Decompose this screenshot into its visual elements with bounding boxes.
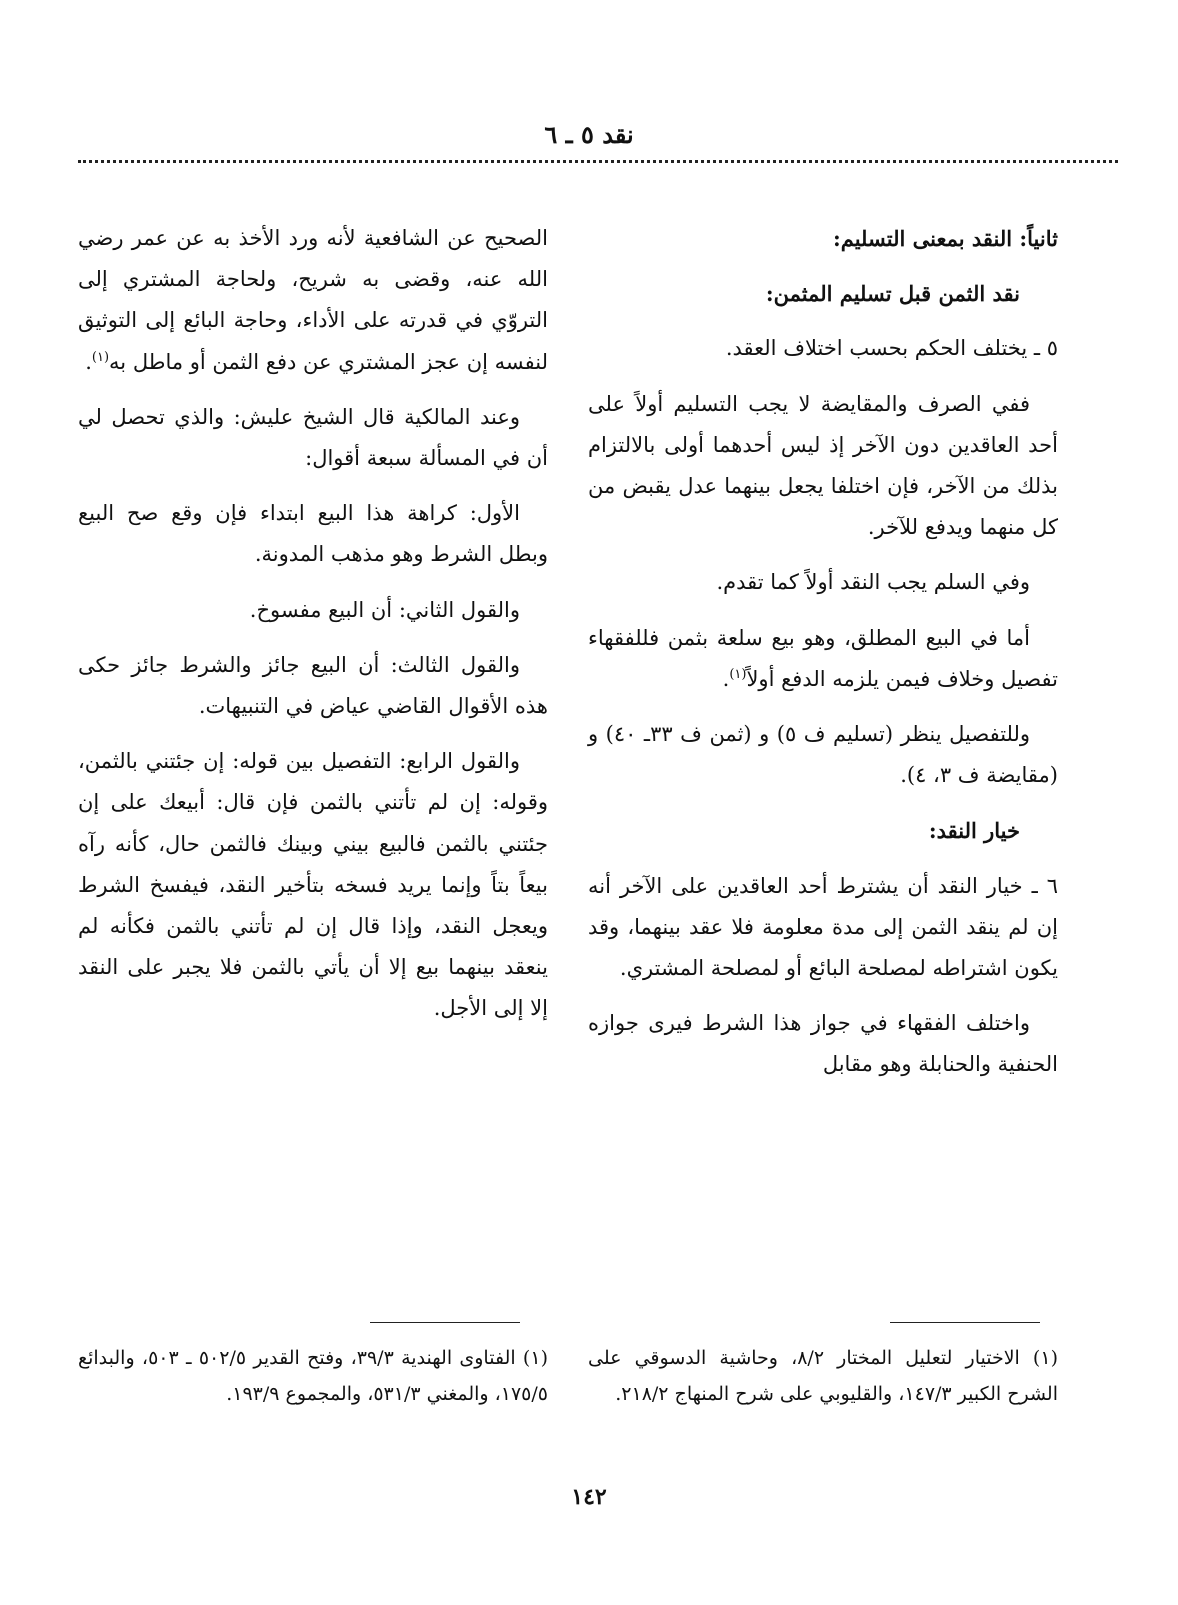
subheading-price-before-goods: نقد الثمن قبل تسليم المثمن: (765, 281, 1020, 307)
paragraph-maliki: وعند المالكية قال الشيخ عليش: والذي تحصل لي أن في المسألة سبعة أقوال: (78, 404, 548, 471)
left-column (78, 218, 548, 1044)
section-heading-delivery: ثانياً: النقد بمعنى التسليم: (832, 226, 1058, 251)
paragraph-absolute-sale (588, 618, 1058, 700)
right-column (588, 218, 1058, 1100)
paragraph-6: ٦ ـ خيار النقد أن يشترط أحد العاقدين على الآخر أنه إن لم ينقد الثمن إلى مدة معلومة فلا عقد بينهما، وقد يكون اشتراطه لمصلحة البائع أو لمصلحة المشتري. (588, 873, 1058, 981)
header-dotted-divider (78, 160, 1118, 163)
paragraph-second-opinion: والقول الثاني: أن البيع مفسوخ. (249, 597, 520, 622)
paragraph-shafii (78, 218, 548, 383)
footnote-left: (١) الفتاوى الهندية ٣٩/٣، وفتح القدير ٥٠٢/٥ ـ ٥٠٣، والبدائع ١٧٥/٥، والمغني ٥٣١/٣، والمجموع ١٩٣/٩. (78, 1347, 548, 1405)
footnote-rule-right (890, 1322, 1040, 1323)
paragraph-fourth-opinion: والقول الرابع: التفصيل بين قوله: إن جئتني بالثمن، وقوله: إن لم تأتني بالثمن فإن قال: أبيعك على إن جئتني بالثمن فالبيع بيني وبينك فالثمن حال، كأنه رآه بيعاً بتاً وإنما يريد فسخه بتأخير النقد، فيفسخ الشرط ويعجل النقد، وإذا قال إن لم تأتني بالثمن فكأنه لم ينعقد بينهما بيع إلا أن يأتي بالثمن فلا يجبر على النقد إلا إلى الأجل. (78, 749, 549, 1021)
paragraph-first-opinion: الأول: كراهة هذا البيع ابتداء فإن وقع صح البيع وبطل الشرط وهو مذهب المدونة. (78, 501, 548, 567)
paragraph-cross-reference: وللتفصيل ينظر (تسليم ف ٥) و (ثمن ف ٣٣ـ ٤٠) و (مقايضة ف ٣، ٤). (588, 722, 1058, 788)
paragraph-jurists-disagree: واختلف الفقهاء في جواز هذا الشرط فيرى جوازه الحنفية والحنابلة وهو مقابل (588, 1011, 1058, 1077)
page-header: نقد ٥ ـ ٦ (544, 120, 634, 149)
paragraph-5: ٥ ـ يختلف الحكم بحسب اختلاف العقد. (725, 336, 1058, 361)
paragraph-shafii-text: الصحيح عن الشافعية لأنه ورد الأخذ به عن عمر رضي الله عنه، وقضى به شريح، ولحاجة المشتري إلى التروّي في قدرته على الأداء، وحاجة البائع إلى التوثيق لنفسه إن عجز المشتري عن دفع الثمن أو ماطل به (78, 226, 548, 374)
paragraph-absolute-sale-end: . (722, 666, 730, 691)
subheading-payment-option: خيار النقد: (928, 818, 1020, 844)
paragraph-salam: وفي السلم يجب النقد أولاً كما تقدم. (716, 570, 1030, 595)
page-number: ١٤٢ (571, 1484, 607, 1510)
footnote-rule-left (370, 1322, 520, 1323)
footnote-ref: (١) (91, 349, 110, 365)
paragraph-shafii-end: . (85, 349, 92, 374)
footnote-right: (١) الاختيار لتعليل المختار ٨/٢، وحاشية الدسوقي على الشرح الكبير ١٤٧/٣، والقليوبي على شرح المنهاج ٢١٨/٢. (588, 1347, 1058, 1405)
paragraph-third-opinion: والقول الثالث: أن البيع جائز والشرط جائز حكى هذه الأقوال القاضي عياض في التنبيهات. (78, 652, 548, 719)
footnote-ref: (١) (729, 666, 747, 682)
paragraph-exchange: ففي الصرف والمقايضة لا يجب التسليم أولاً على أحد العاقدين دون الآخر إذ ليس أحدهما أولى بالالتزام بذلك من الآخر، فإن اختلفا يجعل بينهما عدل يقبض من كل منهما ويدفع للآخر. (588, 391, 1058, 540)
paragraph-absolute-sale-text: أما في البيع المطلق، وهو بيع سلعة بثمن فللفقهاء تفصيل وخلاف فيمن يلزمه الدفع أولاً (588, 625, 1058, 691)
